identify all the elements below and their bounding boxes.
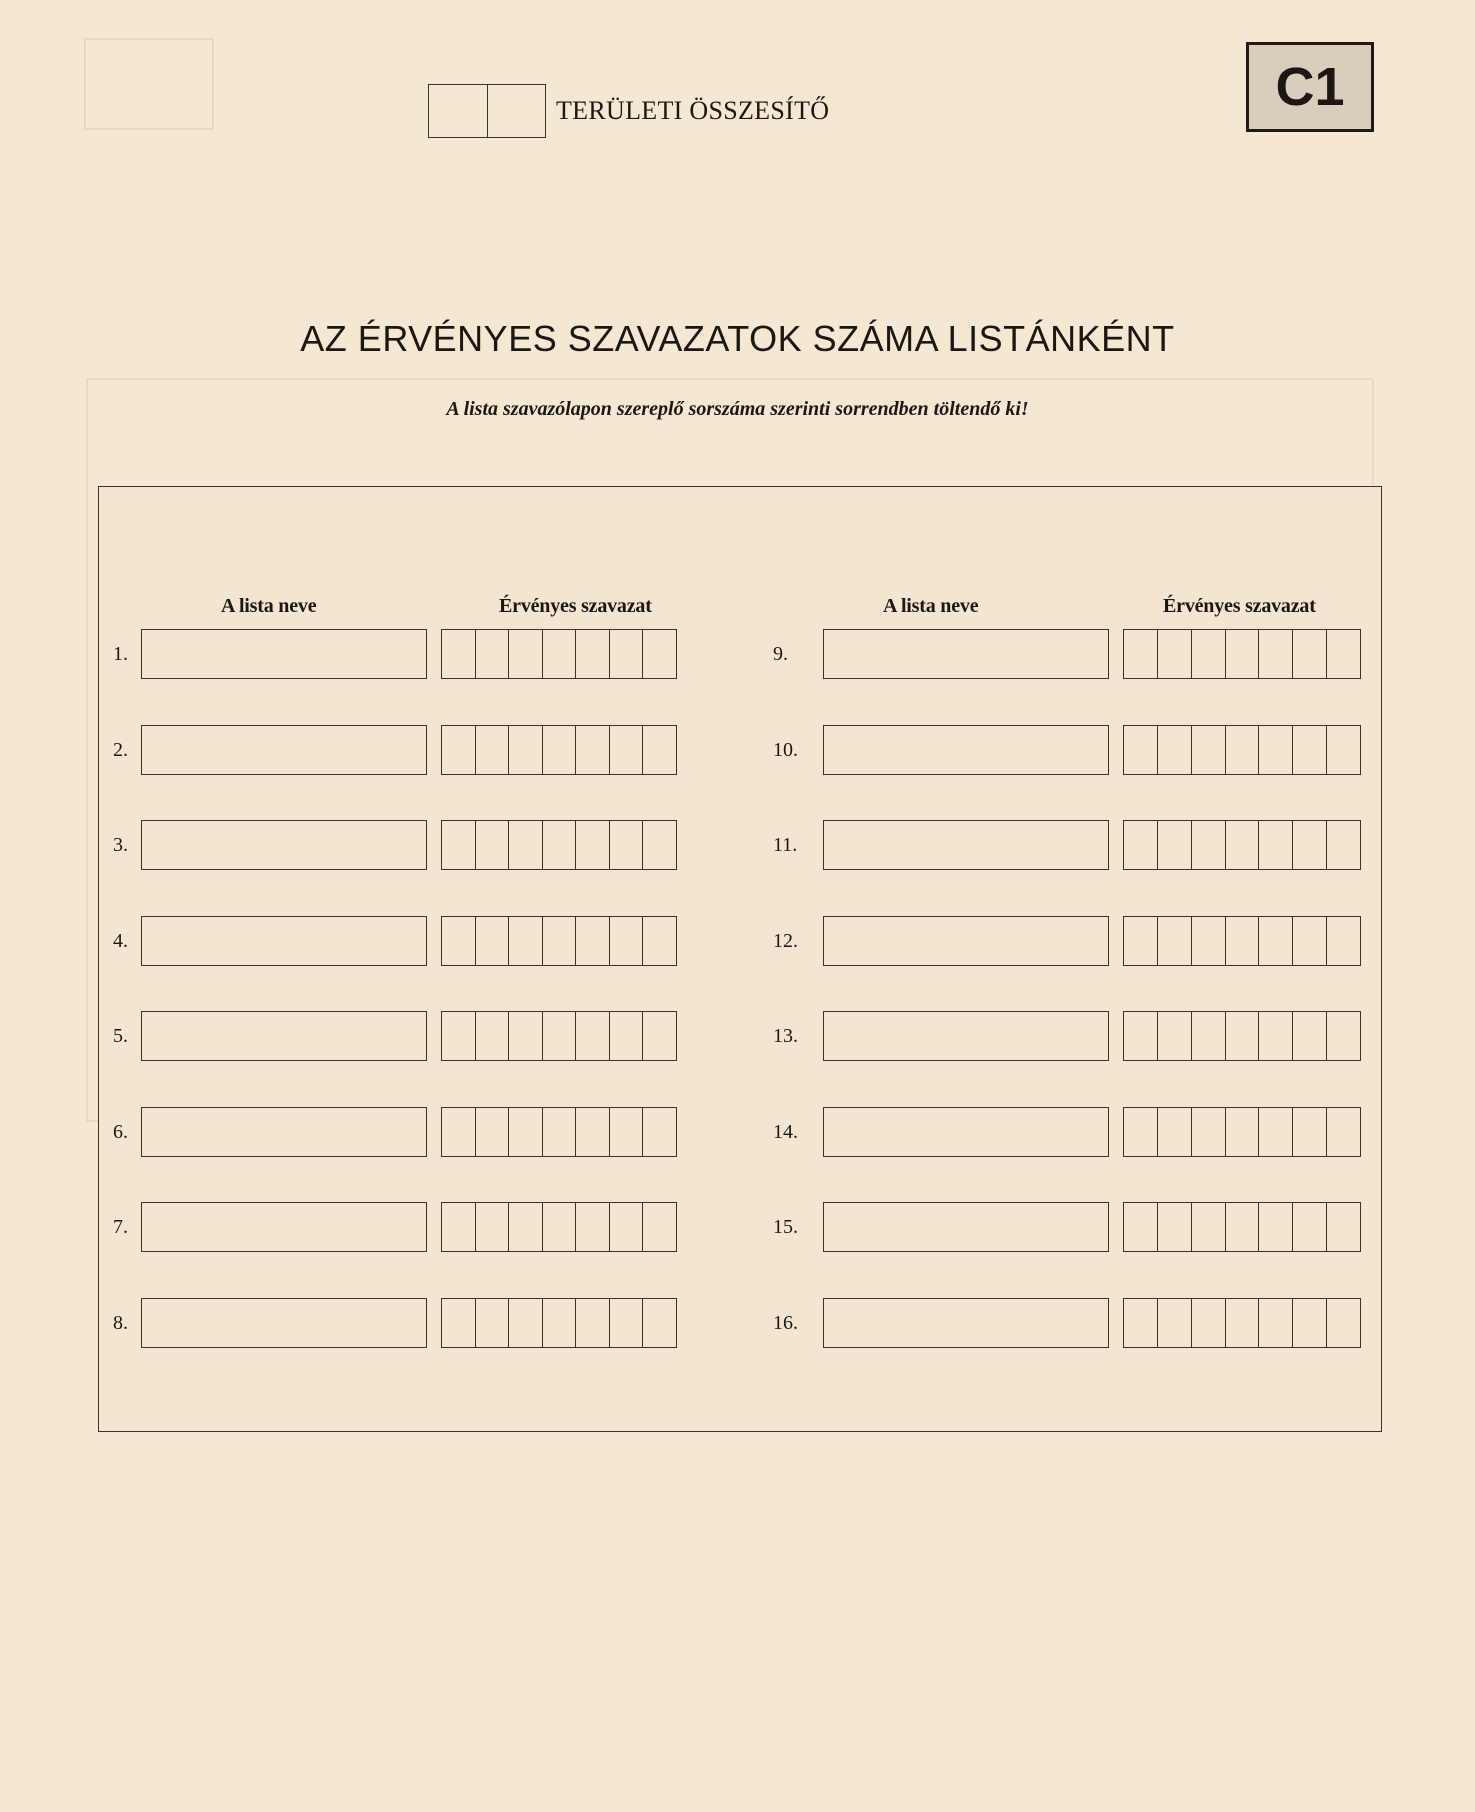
vote-digit-cell[interactable] <box>1124 726 1158 774</box>
vote-digit-cell[interactable] <box>576 1108 610 1156</box>
vote-digit-cell[interactable] <box>1226 917 1260 965</box>
vote-digit-cell[interactable] <box>1226 1108 1260 1156</box>
vote-digit-cell[interactable] <box>643 1012 676 1060</box>
vote-count-form <box>98 486 1382 1432</box>
vote-digit-cell[interactable] <box>1158 917 1192 965</box>
vote-digit-cell[interactable] <box>543 917 577 965</box>
vote-digit-cell[interactable] <box>1158 1299 1192 1347</box>
vote-digit-cell[interactable] <box>509 1299 543 1347</box>
vote-digit-cell[interactable] <box>1158 821 1192 869</box>
row-number: 14. <box>773 1120 798 1143</box>
row-number: 10. <box>773 738 798 761</box>
valid-votes-field[interactable] <box>1123 725 1361 775</box>
vote-digit-cell[interactable] <box>1293 821 1327 869</box>
vote-digit-cell[interactable] <box>509 821 543 869</box>
list-name-field[interactable] <box>823 916 1109 966</box>
row-number: 13. <box>773 1025 798 1047</box>
ghost-bleed-box <box>84 38 214 130</box>
vote-digit-cell[interactable] <box>643 1108 676 1156</box>
vote-digit-cell[interactable] <box>1259 726 1293 774</box>
header-title: TERÜLETI ÖSSZESÍTŐ <box>556 96 830 125</box>
vote-digit-cell[interactable] <box>576 1299 610 1347</box>
vote-digit-cell[interactable] <box>442 1012 476 1060</box>
vote-digit-cell[interactable] <box>1158 726 1192 774</box>
vote-digit-cell[interactable] <box>1226 1012 1260 1060</box>
vote-digit-cell[interactable] <box>442 630 476 678</box>
vote-digit-cell[interactable] <box>643 1299 676 1347</box>
vote-digit-cell[interactable] <box>610 821 644 869</box>
vote-digit-cell[interactable] <box>476 1203 510 1251</box>
vote-digit-cell[interactable] <box>643 917 676 965</box>
valid-votes-field[interactable] <box>441 1107 677 1157</box>
vote-digit-cell[interactable] <box>543 630 577 678</box>
vote-digit-cell[interactable] <box>476 1012 510 1060</box>
vote-digit-cell[interactable] <box>1192 1012 1226 1060</box>
list-name-field[interactable] <box>823 820 1109 870</box>
vote-digit-cell[interactable] <box>509 917 543 965</box>
list-name-field[interactable] <box>823 1107 1109 1157</box>
vote-digit-cell[interactable] <box>442 917 476 965</box>
vote-digit-cell[interactable] <box>442 1299 476 1347</box>
row-number: 3. <box>113 834 128 856</box>
left-valid-votes-header: Érvényes szavazat <box>499 595 652 617</box>
vote-digit-cell[interactable] <box>1327 917 1360 965</box>
vote-digit-cell[interactable] <box>509 1108 543 1156</box>
list-name-field[interactable] <box>141 629 427 679</box>
vote-digit-cell[interactable] <box>1259 1299 1293 1347</box>
vote-digit-cell[interactable] <box>610 917 644 965</box>
valid-votes-field[interactable] <box>1123 629 1361 679</box>
list-name-field[interactable] <box>141 1298 427 1348</box>
vote-digit-cell[interactable] <box>1226 821 1260 869</box>
vote-digit-cell[interactable] <box>543 1203 577 1251</box>
valid-votes-field[interactable] <box>441 1202 677 1252</box>
vote-digit-cell[interactable] <box>1293 726 1327 774</box>
vote-digit-cell[interactable] <box>442 1108 476 1156</box>
vote-digit-cell[interactable] <box>643 821 676 869</box>
vote-digit-cell[interactable] <box>1124 821 1158 869</box>
vote-digit-cell[interactable] <box>1124 1108 1158 1156</box>
row-number: 1. <box>113 643 128 665</box>
vote-digit-cell[interactable] <box>1192 630 1226 678</box>
vote-digit-cell[interactable] <box>1293 1012 1327 1060</box>
vote-digit-cell[interactable] <box>442 1203 476 1251</box>
row-number: 7. <box>113 1216 128 1238</box>
vote-digit-cell[interactable] <box>576 1203 610 1251</box>
row-number: 8. <box>113 1311 128 1334</box>
row-number: 16. <box>773 1311 798 1334</box>
vote-digit-cell[interactable] <box>543 1012 577 1060</box>
vote-digit-cell[interactable] <box>1158 1108 1192 1156</box>
vote-digit-cell[interactable] <box>543 726 577 774</box>
vote-digit-cell[interactable] <box>643 1203 676 1251</box>
row-number: 5. <box>113 1025 128 1047</box>
vote-digit-cell[interactable] <box>1226 1203 1260 1251</box>
vote-digit-cell[interactable] <box>610 1203 644 1251</box>
vote-digit-cell[interactable] <box>1259 917 1293 965</box>
instruction-text: A lista szavazólapon szereplő sorszáma szerinti sorrendben töltendő ki! <box>446 398 1029 420</box>
list-name-field[interactable] <box>823 1298 1109 1348</box>
vote-digit-cell[interactable] <box>1226 630 1260 678</box>
valid-votes-field[interactable] <box>1123 1298 1361 1348</box>
vote-digit-cell[interactable] <box>1124 917 1158 965</box>
vote-digit-cell[interactable] <box>643 630 676 678</box>
vote-digit-cell[interactable] <box>476 821 510 869</box>
vote-digit-cell[interactable] <box>476 1299 510 1347</box>
vote-digit-cell[interactable] <box>576 917 610 965</box>
vote-digit-cell[interactable] <box>442 821 476 869</box>
vote-digit-cell[interactable] <box>610 726 644 774</box>
vote-digit-cell[interactable] <box>509 726 543 774</box>
vote-digit-cell[interactable] <box>1124 1203 1158 1251</box>
valid-votes-field[interactable] <box>441 1011 677 1061</box>
vote-digit-cell[interactable] <box>509 630 543 678</box>
vote-digit-cell[interactable] <box>1327 726 1360 774</box>
vote-digit-cell[interactable] <box>576 821 610 869</box>
row-number: 9. <box>773 643 788 665</box>
vote-digit-cell[interactable] <box>610 1108 644 1156</box>
valid-votes-field[interactable] <box>1123 1107 1361 1157</box>
vote-digit-cell[interactable] <box>476 1108 510 1156</box>
vote-digit-cell[interactable] <box>1226 726 1260 774</box>
vote-digit-cell[interactable] <box>576 630 610 678</box>
vote-digit-cell[interactable] <box>1327 1108 1360 1156</box>
vote-digit-cell[interactable] <box>610 630 644 678</box>
left-list-name-header: A lista neve <box>221 595 317 617</box>
form-code-badge: C1 <box>1246 42 1374 132</box>
row-number: 6. <box>113 1120 128 1143</box>
vote-digit-cell[interactable] <box>1192 1108 1226 1156</box>
vote-digit-cell[interactable] <box>543 1299 577 1347</box>
list-name-field[interactable] <box>141 916 427 966</box>
list-name-field[interactable] <box>823 1011 1109 1061</box>
list-name-field[interactable] <box>141 820 427 870</box>
vote-digit-cell[interactable] <box>1293 1299 1327 1347</box>
vote-digit-cell[interactable] <box>1192 1299 1226 1347</box>
vote-digit-cell[interactable] <box>509 1012 543 1060</box>
valid-votes-field[interactable] <box>441 820 677 870</box>
vote-digit-cell[interactable] <box>1158 630 1192 678</box>
vote-digit-cell[interactable] <box>1124 1299 1158 1347</box>
vote-digit-cell[interactable] <box>576 726 610 774</box>
district-code-digit[interactable] <box>429 85 488 137</box>
right-list-name-header: A lista neve <box>883 595 979 617</box>
row-number: 4. <box>113 929 128 952</box>
vote-digit-cell[interactable] <box>1192 917 1226 965</box>
page-title: AZ ÉRVÉNYES SZAVAZATOK SZÁMA LISTÁNKÉNT <box>300 318 1175 359</box>
vote-digit-cell[interactable] <box>1293 630 1327 678</box>
vote-digit-cell[interactable] <box>1192 821 1226 869</box>
vote-digit-cell[interactable] <box>1158 1203 1192 1251</box>
vote-digit-cell[interactable] <box>1124 630 1158 678</box>
vote-digit-cell[interactable] <box>1192 726 1226 774</box>
vote-digit-cell[interactable] <box>1259 1108 1293 1156</box>
valid-votes-field[interactable] <box>1123 916 1361 966</box>
list-name-field[interactable] <box>823 725 1109 775</box>
row-number: 2. <box>113 738 128 761</box>
vote-digit-cell[interactable] <box>476 630 510 678</box>
vote-digit-cell[interactable] <box>1226 1299 1260 1347</box>
vote-digit-cell[interactable] <box>476 917 510 965</box>
list-name-field[interactable] <box>141 1107 427 1157</box>
list-name-field[interactable] <box>141 725 427 775</box>
vote-digit-cell[interactable] <box>1327 630 1360 678</box>
vote-digit-cell[interactable] <box>576 1012 610 1060</box>
vote-digit-cell[interactable] <box>1259 1012 1293 1060</box>
valid-votes-field[interactable] <box>1123 1202 1361 1252</box>
vote-digit-cell[interactable] <box>543 821 577 869</box>
vote-digit-cell[interactable] <box>1327 1012 1360 1060</box>
valid-votes-field[interactable] <box>441 629 677 679</box>
valid-votes-field[interactable] <box>441 916 677 966</box>
vote-digit-cell[interactable] <box>643 726 676 774</box>
list-name-field[interactable] <box>823 1202 1109 1252</box>
vote-digit-cell[interactable] <box>610 1012 644 1060</box>
vote-digit-cell[interactable] <box>1124 1012 1158 1060</box>
district-code-digit[interactable] <box>488 85 546 137</box>
vote-digit-cell[interactable] <box>1327 821 1360 869</box>
valid-votes-field[interactable] <box>1123 820 1361 870</box>
district-code-boxes[interactable] <box>428 84 546 138</box>
vote-digit-cell[interactable] <box>1327 1299 1360 1347</box>
vote-digit-cell[interactable] <box>610 1299 644 1347</box>
vote-digit-cell[interactable] <box>1259 821 1293 869</box>
vote-digit-cell[interactable] <box>543 1108 577 1156</box>
row-number: 11. <box>773 834 798 856</box>
valid-votes-field[interactable] <box>441 725 677 775</box>
vote-digit-cell[interactable] <box>1293 1108 1327 1156</box>
vote-digit-cell[interactable] <box>476 726 510 774</box>
vote-digit-cell[interactable] <box>1293 917 1327 965</box>
vote-digit-cell[interactable] <box>442 726 476 774</box>
row-number: 12. <box>773 929 798 952</box>
vote-digit-cell[interactable] <box>1259 1203 1293 1251</box>
valid-votes-field[interactable] <box>441 1298 677 1348</box>
list-name-field[interactable] <box>141 1011 427 1061</box>
list-name-field[interactable] <box>823 629 1109 679</box>
vote-digit-cell[interactable] <box>1259 630 1293 678</box>
vote-digit-cell[interactable] <box>1293 1203 1327 1251</box>
right-valid-votes-header: Érvényes szavazat <box>1163 595 1316 617</box>
list-name-field[interactable] <box>141 1202 427 1252</box>
valid-votes-field[interactable] <box>1123 1011 1361 1061</box>
vote-digit-cell[interactable] <box>509 1203 543 1251</box>
vote-digit-cell[interactable] <box>1327 1203 1360 1251</box>
row-number: 15. <box>773 1216 798 1238</box>
vote-digit-cell[interactable] <box>1192 1203 1226 1251</box>
vote-digit-cell[interactable] <box>1158 1012 1192 1060</box>
